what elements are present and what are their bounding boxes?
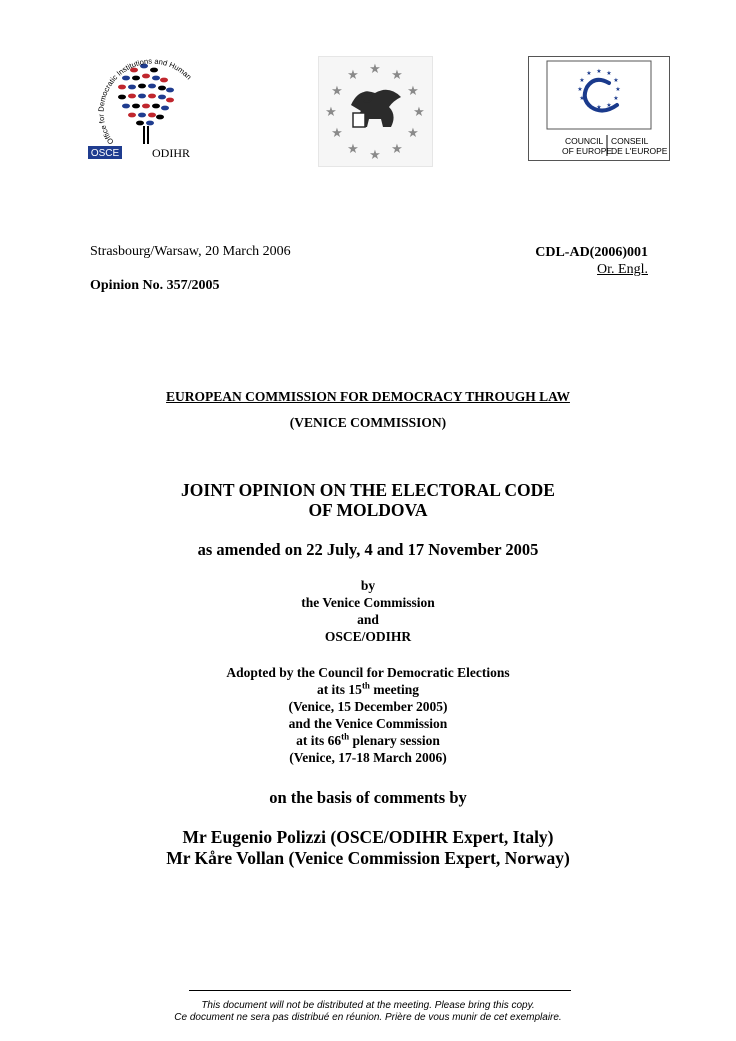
coe-emblem-icon (529, 57, 669, 160)
svg-text:★: ★ (615, 87, 621, 93)
svg-text:★: ★ (391, 67, 403, 82)
footer-note (0, 1000, 736, 1024)
experts-block (0, 827, 736, 869)
svg-text:★: ★ (596, 69, 602, 75)
and-label: and (357, 612, 379, 627)
by-label: by (360, 578, 376, 593)
odihr-arc-text: Office for Democratic Institutions and Human (96, 56, 194, 147)
svg-text:★: ★ (577, 87, 583, 93)
coe-de-l-europe-text: DE L'EUROPE (611, 146, 668, 156)
svg-text:★: ★ (347, 67, 359, 82)
coe-of-europe-text: OF EUROPE (562, 146, 613, 156)
expert-2: Mr Kåre Vollan (Venice Commission Expert, Norway) (166, 848, 570, 868)
document-reference (535, 244, 648, 278)
coe-conseil-text: CONSEIL (611, 136, 649, 146)
footer-divider (189, 990, 571, 991)
document-title (0, 480, 736, 520)
venice-commission-logo (318, 56, 433, 167)
svg-text:★: ★ (331, 83, 343, 98)
odihr-tree-icon (86, 52, 206, 164)
odihr-logo (86, 52, 206, 164)
svg-text:★: ★ (579, 78, 585, 84)
svg-text:★: ★ (407, 83, 419, 98)
svg-text:★: ★ (606, 71, 612, 77)
coe-council-text: COUNCIL (565, 136, 604, 146)
osce-odihr-author: OSCE/ODIHR (324, 629, 412, 644)
svg-text:★: ★ (407, 125, 419, 140)
authors-block (0, 577, 736, 645)
svg-text:★: ★ (596, 105, 602, 111)
svg-text:★: ★ (347, 141, 359, 156)
venice-lion-icon (319, 57, 432, 166)
svg-text:Office for Democratic Institut (86, 52, 195, 146)
odihr-text: ODIHR (152, 146, 190, 160)
adopted-line-3: (Venice, 15 December 2005) (288, 699, 448, 714)
svg-text:★: ★ (325, 104, 337, 119)
adopted-line-1: Adopted by the Council for Democratic Elections (226, 665, 510, 680)
adopted-line-4: and the Venice Commission (288, 716, 448, 731)
svg-text:★: ★ (413, 104, 425, 119)
svg-text:★: ★ (369, 61, 381, 76)
place-date: Strasbourg/Warsaw, 20 March 2006 (90, 244, 291, 259)
basis-label: on the basis of comments by (269, 788, 467, 807)
venice-commission-author: the Venice Commission (301, 595, 435, 610)
venice-commission-label: (VENICE COMMISSION) (289, 415, 447, 430)
adopted-line-2: at its 15th meeting (316, 680, 420, 697)
svg-text:★: ★ (391, 141, 403, 156)
svg-text:★: ★ (613, 96, 619, 102)
opinion-number: Opinion No. 357/2005 (90, 278, 220, 293)
commission-name: EUROPEAN COMMISSION FOR DEMOCRACY THROUGH LAW (166, 389, 570, 404)
svg-text:★: ★ (579, 96, 585, 102)
title-line-1: JOINT OPINION ON THE ELECTORAL CODE (181, 480, 555, 500)
footer-note-fr: Ce document ne sera pas distribué en réunion. Prière de vous munir de cet exemplaire. (174, 1012, 562, 1023)
adoption-block (0, 664, 736, 766)
svg-text:★: ★ (613, 78, 619, 84)
svg-text:★: ★ (369, 147, 381, 162)
expert-1: Mr Eugenio Polizzi (OSCE/ODIHR Expert, Italy) (182, 827, 554, 847)
title-line-2: OF MOLDOVA (308, 500, 428, 520)
document-code: CDL-AD(2006)001 (535, 245, 648, 260)
original-language: Or. Engl. (597, 262, 648, 277)
adopted-line-5: at its 66th plenary session (296, 731, 440, 748)
footer-note-en: This document will not be distributed at the meeting. Please bring this copy. (201, 1000, 535, 1011)
svg-text:★: ★ (331, 125, 343, 140)
council-of-europe-logo (528, 56, 670, 161)
svg-text:★: ★ (606, 103, 612, 109)
svg-text:★: ★ (586, 71, 592, 77)
osce-text: OSCE (90, 148, 120, 159)
amended-subtitle: as amended on 22 July, 4 and 17 November 2005 (197, 540, 539, 559)
adopted-line-6: (Venice, 17-18 March 2006) (289, 750, 447, 765)
svg-text:★: ★ (586, 103, 592, 109)
